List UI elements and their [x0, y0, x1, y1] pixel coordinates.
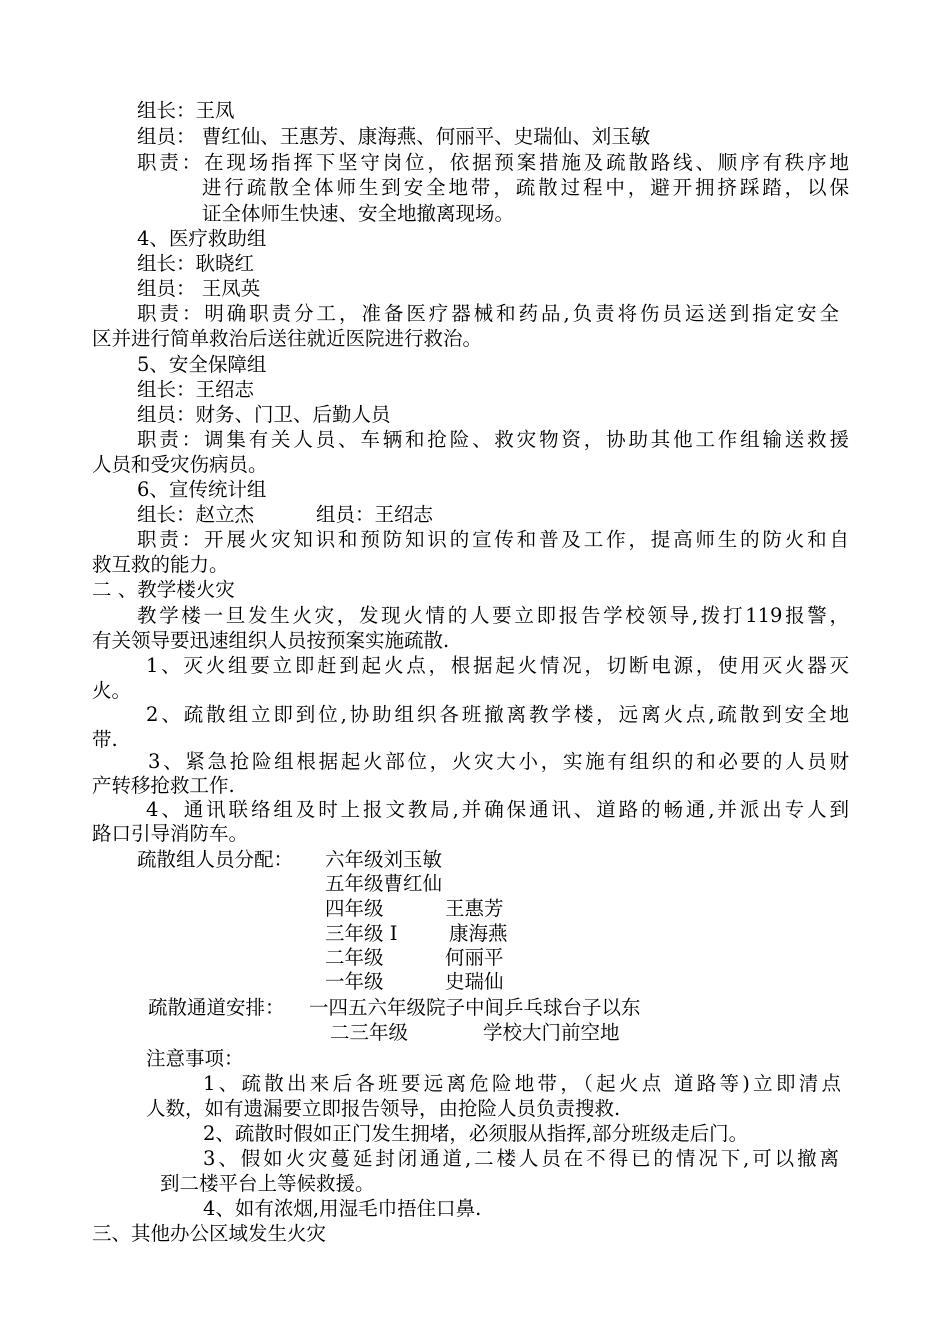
section-three-heading: 三、其他办公区域发生火灾 [92, 1222, 327, 1245]
section-two-intro-line-2: 有关领导要迅速组织人员按预案实施疏散. [92, 629, 450, 652]
assignment-name-1: 史瑞仙 [445, 970, 504, 993]
publicity-duty-line-1: 职责：开展火灾知识和预防知识的宣传和普及工作，提高师生的防火和自 [137, 528, 849, 551]
assignment-grade-6: 六年级刘玉敏 [325, 848, 443, 871]
medical-members: 组员： 王凤英 [137, 277, 261, 300]
step-3-line-2: 产转移抢救工作. [92, 774, 235, 797]
step-1-line-2: 火。 [92, 679, 132, 702]
assignment-name-4: 王惠芳 [445, 897, 504, 920]
assignment-grade-3: 三年级 I [325, 922, 398, 945]
assignment-grade-2: 二年级 [325, 946, 384, 969]
assignment-grade-4: 四年级 [325, 897, 384, 920]
assignment-name-2: 何丽平 [445, 946, 504, 969]
notes-title: 注意事项： [146, 1047, 244, 1070]
publicity-group-title: 6、宣传统计组 [137, 478, 267, 501]
medical-group-title: 4、医疗救助组 [137, 227, 267, 250]
security-leader: 组长：王绍志 [137, 378, 255, 401]
step-2-line-1: 2、疏散组立即到位,协助组织各班撤离教学楼，远离火点,疏散到安全地 [146, 703, 849, 726]
publicity-duty-line-2: 救互救的能力。 [92, 553, 229, 576]
publicity-members: 组员：王绍志 [316, 503, 434, 526]
note-4: 4、如有浓烟,用湿毛巾捂住口鼻. [203, 1197, 482, 1220]
channels-label: 疏散通道安排： [148, 996, 285, 1019]
medical-duty-line-2: 区并进行简单救治后送往就近医院进行救治。 [92, 327, 483, 350]
medical-duty-line-1: 职责：明确职责分工，准备医疗器械和药品,负责将伤员运送到指定安全 [137, 302, 839, 325]
assignment-label: 疏散组人员分配： [137, 848, 294, 871]
step-4-line-1: 4、通讯联络组及时上报文教局,并确保通讯、道路的畅通,并派出专人到 [146, 798, 849, 821]
channels-row-2-place: 学校大门前空地 [483, 1021, 620, 1044]
publicity-leader: 组长：赵立杰 [137, 503, 255, 526]
section-two-heading: 二 、教学楼火灾 [92, 578, 235, 601]
note-1-line-1: 1、疏散出来后各班要远离危险地带，（起火点 道路等)立即清点 [203, 1072, 841, 1095]
step-2-line-2: 带. [92, 728, 118, 751]
assignment-name-3: 康海燕 [449, 922, 508, 945]
security-members: 组员：财务、门卫、后勤人员 [137, 403, 391, 426]
channels-row-2-grade: 二三年级 [330, 1021, 409, 1044]
security-group-title: 5、安全保障组 [137, 353, 267, 376]
note-2: 2、疏散时假如正门发生拥堵，必须服从指挥,部分班级走后门。 [203, 1122, 749, 1145]
note-3-line-1: 3、假如火灾蔓延封闭通道,二楼人员在不得已的情况下,可以撤离 [203, 1147, 839, 1170]
security-duty-line-2: 人员和受灾伤病员。 [92, 453, 268, 476]
note-1-line-2: 人数，如有遗漏要立即报告领导，由抢险人员负责搜救. [146, 1097, 621, 1120]
evac-duty-line-1: 职责：在现场指挥下坚守岗位，依据预案措施及疏散路线、顺序有秩序地 [137, 151, 849, 174]
section-two-intro-line-1: 教学楼一旦发生火灾，发现火情的人要立即报告学校领导,拨打119报警， [137, 604, 849, 627]
medical-leader: 组长：耿晓红 [137, 252, 255, 275]
security-duty-line-1: 职责：调集有关人员、车辆和抢险、救灾物资，协助其他工作组输送救援 [137, 428, 849, 451]
evac-leader: 组长：王凤 [137, 99, 235, 122]
step-1-line-1: 1、灭火组要立即赶到起火点，根据起火情况，切断电源，使用灭火器灭 [146, 654, 849, 677]
step-4-line-2: 路口引导消防车。 [92, 822, 249, 845]
note-3-line-2: 到二楼平台上等候救援。 [160, 1172, 375, 1195]
evac-duty-line-2: 进行疏散全体师生到安全地带，疏散过程中，避开拥挤踩踏，以保 [202, 176, 849, 199]
channels-row-1: 一四五六年级院子中间乒乓球台子以东 [309, 996, 641, 1019]
assignment-grade-1: 一年级 [325, 970, 384, 993]
evac-duty-line-3: 证全体师生快速、安全地撤离现场。 [202, 202, 515, 225]
assignment-grade-5: 五年级曹红仙 [325, 872, 443, 895]
step-3-line-1: 3、紧急抢险组根据起火部位，火灾大小，实施有组织的和必要的人员财 [148, 750, 849, 773]
evac-members: 组员： 曹红仙、王惠芳、康海燕、何丽平、史瑞仙、刘玉敏 [137, 125, 651, 148]
